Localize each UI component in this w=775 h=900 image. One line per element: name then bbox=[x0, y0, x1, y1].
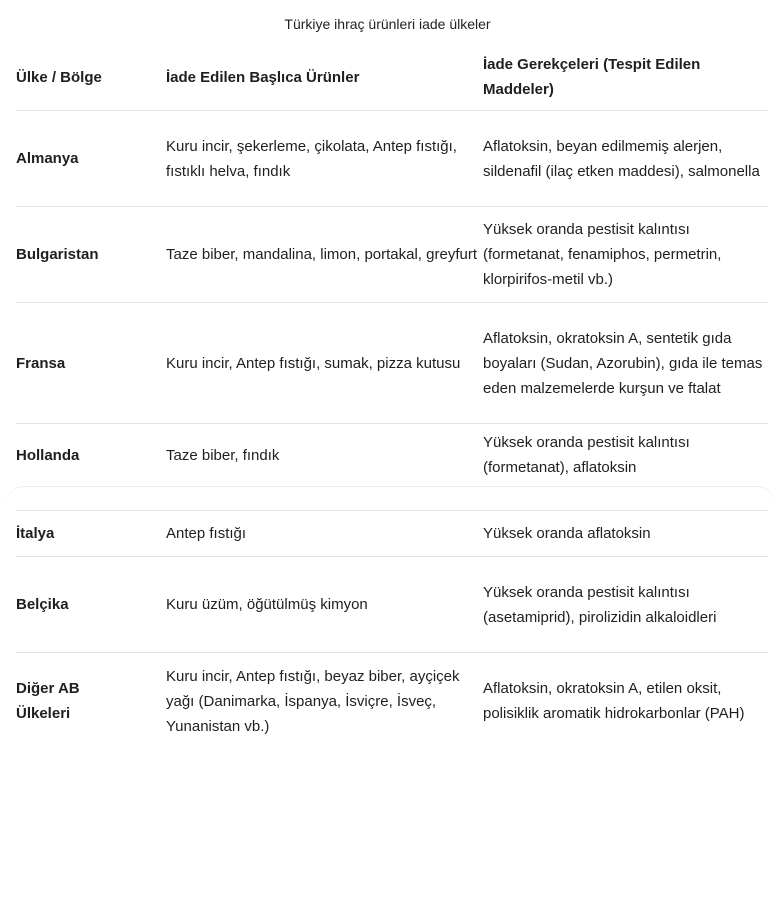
table-row bbox=[16, 424, 768, 486]
cell-country: Diğer AB Ülkeleri bbox=[16, 680, 80, 722]
table-header-row bbox=[16, 44, 768, 111]
table-row bbox=[16, 510, 768, 557]
cell-products: Taze biber, fındık bbox=[166, 446, 280, 464]
cell-reasons: Yüksek oranda pestisit kalıntısı (formetanat, fenamiphos, permetrin, klorpirifos-metil vb.) bbox=[483, 221, 722, 288]
cell-country: Belçika bbox=[16, 596, 69, 613]
cell-reasons: Yüksek oranda pestisit kalıntısı (formetanat), aflatoksin bbox=[483, 434, 690, 476]
header-country: Ülke / Bölge bbox=[16, 68, 102, 86]
cell-products: Kuru üzüm, öğütülmüş kimyon bbox=[166, 596, 368, 613]
table-row bbox=[16, 111, 768, 207]
cell-reasons: Aflatoksin, okratoksin A, etilen oksit, polisiklik aromatik hidrokarbonlar (PAH) bbox=[483, 680, 745, 722]
cell-products: Kuru incir, şekerleme, çikolata, Antep fıstığı, fıstıklı helva, fındık bbox=[166, 137, 457, 180]
cell-products: Kuru incir, Antep fıstığı, sumak, pizza kutusu bbox=[166, 354, 461, 372]
cell-reasons: Aflatoksin, okratoksin A, sentetik gıda boyaları (Sudan, Azorubin), gıda ile temas eden malzemelerde kurşun ve ftalat bbox=[483, 329, 763, 397]
cell-products: Kuru incir, Antep fıstığı, beyaz biber, ayçiçek yağı (Danimarka, İspanya, İsviçre, İsveç, Yunanistan vb.) bbox=[166, 667, 460, 735]
cell-products: Taze biber, mandalina, limon, portakal, greyfurt bbox=[166, 246, 477, 263]
header-products: İade Edilen Başlıca Ürünler bbox=[166, 68, 360, 86]
cell-products: Antep fıstığı bbox=[166, 525, 247, 542]
table-title: Türkiye ihraç ürünleri iade ülkeler bbox=[284, 16, 491, 32]
table-row bbox=[16, 207, 768, 303]
cell-reasons: Yüksek oranda pestisit kalıntısı (asetamiprid), pirolizidin alkaloidleri bbox=[483, 583, 717, 626]
cell-country: Hollanda bbox=[16, 446, 80, 464]
table-row bbox=[16, 653, 768, 749]
header-reasons: İade Gerekçeleri (Tespit Edilen Maddeler) bbox=[483, 56, 701, 98]
table-row bbox=[16, 557, 768, 653]
cell-reasons: Aflatoksin, beyan edilmemiş alerjen, sildenafil (ilaç etken maddesi), salmonella bbox=[483, 137, 760, 180]
cell-country: Fransa bbox=[16, 354, 66, 372]
cell-country: İtalya bbox=[16, 525, 55, 542]
cell-country: Bulgaristan bbox=[16, 246, 99, 263]
table-row bbox=[16, 303, 768, 424]
cell-reasons: Yüksek oranda aflatoksin bbox=[483, 525, 651, 542]
cell-country: Almanya bbox=[16, 150, 79, 167]
